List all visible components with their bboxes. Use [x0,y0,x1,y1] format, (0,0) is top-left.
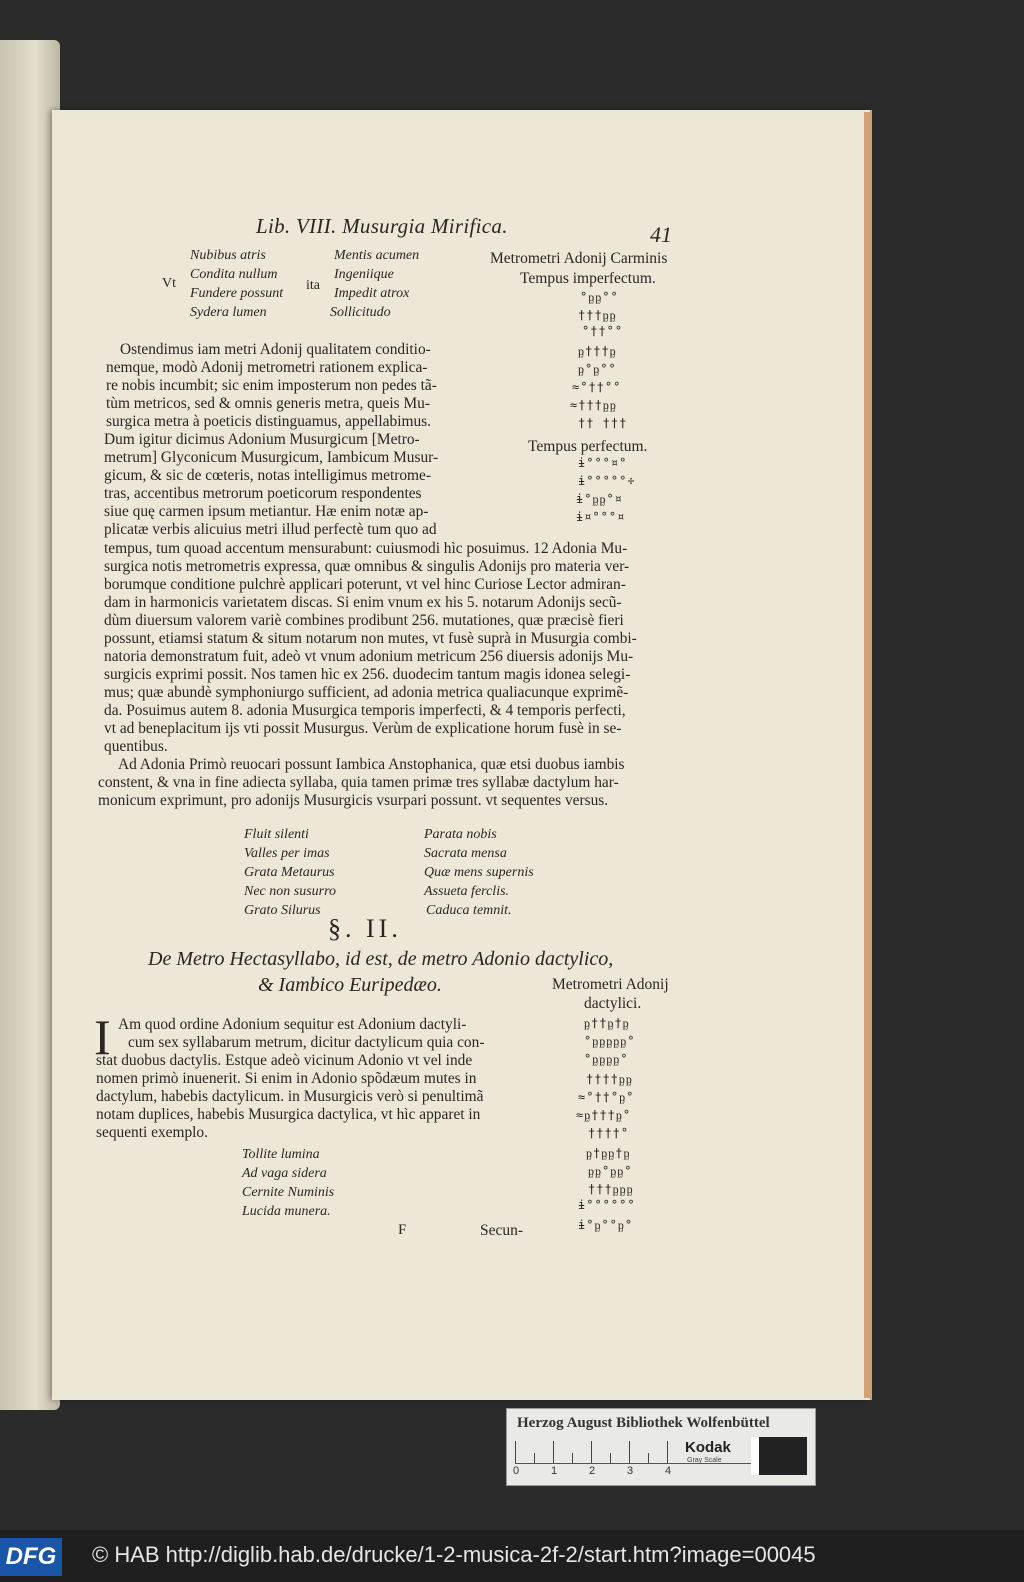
verse2-right-5: Caduca temnit. [426,903,512,918]
note2-row-4: ††††ᶈᶈ [586,1072,633,1086]
para3-line-3: stat duobus dactylis. Estque adeò vicinum Adonio vt vel inde [96,1052,473,1069]
note-row-1: °ᶈᶈ°° [580,290,619,304]
verse2-left-2: Valles per imas [244,846,330,861]
note2-row-8: ᶈ†ᶈᶈ†ᶈ [586,1146,631,1160]
library-label [506,1408,816,1486]
section-number: §. II. [328,914,402,943]
para3-line-4: nomen primò inuenerit. Si enim in Adonio spõdæum mutes in [96,1070,477,1087]
example-right-2: Ingeniique [334,267,394,282]
kodak-brand: Kodak [685,1439,731,1456]
note-row-7: ≈†††ᶈᶈ [570,398,617,412]
para1-line-1: Ostendimus iam metri Adonij qualitatem conditio- [120,341,431,358]
para3-line-6: notam duplices, habebis Musurgica dactylica, vt hìc apparet in [96,1106,481,1123]
note-row-3: °††°° [582,324,624,338]
drop-cap: I [94,1009,111,1065]
para1-line-7: metrum] Glyconicum Musurgicum, Iambicum Musur- [104,449,439,466]
verse3-line-3: Cernite Numinis [242,1185,335,1200]
verse2-right-4: Assueta ferclis. [424,884,510,899]
ruler-0: 0 [513,1465,520,1477]
para3-line-5: dactylum, habebis dactylicum. in Musurgicis verò si penultimã [96,1088,484,1105]
verse2-right-2: Sacrata mensa [424,846,507,861]
note-row-8: †† ††† [578,416,628,430]
para1-full-12: quentibus. [104,738,168,755]
verse3-line-1: Tollite lumina [242,1147,320,1162]
para2-line-1: Ad Adonia Primò reuocari possunt Iambica Anstophanica, quæ etsi duobus iambis [118,756,625,773]
verse2-right-3: Quæ mens supernis [424,865,534,880]
book-page [52,110,870,1400]
note2-row-9: ᶈᶈ°ᶈᶈ° [588,1164,633,1178]
gray-scale-swatch [751,1437,807,1475]
note-row-4: ᶈ†††ᶈ [578,344,617,358]
note2-row-1: ᶈ††ᶈ†ᶈ [584,1016,630,1030]
example-vt: Vt [162,276,176,291]
para1-line-2: nemque, modò Adonij metrometri rationem explica- [106,359,428,376]
para1-line-6: Dum igitur dicimus Adonium Musurgicum [Metro- [104,431,420,448]
para2-line-2: constent, & vna in fine adiecta syllaba, quia tamen primæ tres syllabæ dactylum har- [98,774,619,791]
verse2-left-3: Grata Metaurus [244,865,335,880]
note2-row-3: °ᶈᶈᶈᶈ° [584,1052,629,1066]
note2-row-10: †††ᶈᶈᶈ [588,1182,634,1196]
verse3-line-4: Lucida munera. [242,1204,331,1219]
para1-line-5: surgica metra à poeticis distinguamus, appellabimus. [106,413,431,430]
para3-line-2: cum sex syllabarum metrum, dicitur dactylicum quia con- [128,1034,485,1051]
metrometri2-subtitle: dactylici. [584,995,642,1012]
para1-full-3: borumque conditione pulchrè applicari poterunt, vt vel hinc Curiose Lector admiran- [104,576,626,593]
metrometri2-title: Metrometri Adonij [552,976,669,993]
dfg-logo: DFG [0,1538,62,1576]
para1-full-4: dam in harmonicis varietatem discas. Si enim vnum ex his 5. notarum Adonijs secũ- [104,594,622,611]
ruler-1: 1 [551,1465,558,1477]
section-title-line-1: De Metro Hectasyllabo, id est, de metro Adonio dactylico, [148,948,614,970]
note2-row-7: ††††° [588,1126,630,1140]
verse2-left-4: Nec non susurro [244,884,337,899]
catchword: Secun- [480,1222,524,1239]
para1-full-1: tempus, tum quoad accentum mensurabunt: cuiusmodi hìc posuimus. 12 Adonia Mu- [104,540,628,557]
para1-full-5: dùm diuersum valorem variè combines prodibunt 256. mutationes, quæ præcisè fieri [104,612,624,629]
note-row-6: ≈°††°° [572,380,622,394]
note-row-10: ɨ°°°°°÷ [578,474,636,488]
example-ita: ita [306,278,320,293]
tempus-perfectum-label: Tempus perfectum. [528,438,648,455]
para3-line-1: Am quod ordine Adonium sequitur est Adonium dactyli- [118,1016,467,1033]
note2-row-12: ɨ°ᶈ°°ᶈ° [578,1218,634,1232]
signature-letter: F [398,1222,407,1238]
footer-bar [0,1530,1024,1582]
verse3-line-2: Ad vaga sidera [242,1166,327,1181]
para1-full-2: surgica notis metrometris expressa, quæ omnibus & singulis Adonijs pro materia ver- [104,558,630,575]
section-title-line-2: & Iambico Euripedæo. [258,974,442,996]
verse2-left-5: Grato Silurus [244,903,321,918]
page-edge [864,112,870,1398]
verse2-right-1: Parata nobis [424,827,497,842]
para3-line-7: sequenti exemplo. [96,1124,208,1141]
para1-full-9: mus; quæ abundè symphoniurgo sufficient, ad adonia metrica qualiacunque exprimẽ- [104,684,629,701]
example-right-4: Sollicitudo [330,305,391,320]
footer-source-link[interactable]: © HAB http://diglib.hab.de/drucke/1-2-musica-2f-2/start.htm?image=00045 [92,1542,816,1567]
para1-full-7: natoria demonstratum fuit, adeò vt vnum adonium metricum 256 diuersis adonijs Mu- [104,648,634,665]
note2-row-2: °ᶈᶈᶈᶈᶈ° [584,1034,636,1048]
example-left-2: Condita nullum [190,267,278,282]
para1-full-6: possunt, etiamsi statum & situm notarum non mutes, vt fusè suprà in Musurgia combi- [104,630,637,647]
note-row-12: ɨ¤°°°¤ [576,510,626,524]
example-left-4: Sydera lumen [190,305,267,320]
note-row-9: ɨ°°°¤° [578,456,628,470]
metrometri-title: Metrometri Adonij Carminis [490,250,668,267]
ruler-2: 2 [589,1465,596,1477]
note2-row-5: ≈°††°ᶈ° [578,1090,635,1104]
para1-full-8: surgicis exprimi possit. Nos tamen hìc ex 256. duodecim tantum magis idonea selegi- [104,666,631,683]
verse2-left-1: Fluit silenti [244,827,309,842]
page-number: 41 [650,222,672,247]
note-row-2: †††ᶈᶈ [578,308,617,322]
para1-line-11: plicatæ verbis alicuius metri illud perfectè tum quo ad [104,521,437,538]
tempus-imperfectum-label: Tempus imperfectum. [520,270,656,287]
library-name: Herzog August Bibliothek Wolfenbüttel [517,1415,770,1431]
para1-line-8: gicum, & sic de cœteris, notas intelligimus metrome- [104,467,431,484]
para2-line-3: monicum exprimunt, pro adonijs Musurgicis vsurpari possunt. vt sequentes versus. [98,792,609,809]
example-left-1: Nubibus atris [190,248,266,263]
note2-row-6: ≈ᶈ†††ᶈ° [576,1108,632,1122]
para1-full-10: da. Posuimus autem 8. adonia Musurgica temporis imperfecti, & 4 temporis perfecti, [104,702,626,719]
para1-line-4: tùm metricos, sed & omnis generis metra, queis Mu- [106,395,430,412]
ruler-4: 4 [665,1465,672,1477]
example-right-3: Impedit atrox [334,286,410,301]
para1-line-10: siue quę carmen ipsum metiantur. Hæ enim notæ ap- [104,503,429,520]
previous-page-edge [0,40,60,1410]
para1-line-9: tras, accentibus metrorum poeticorum respondentes [104,485,422,502]
note2-row-11: ɨ°°°°°° [578,1198,636,1212]
note-row-5: ᶈ°ᶈ°° [578,362,617,376]
para1-full-11: vt ad beneplacitum ijs vti possit Musurgus. Verùm de explicatione horum fusè in se- [104,720,622,737]
running-title: Lib. VIII. Musurgia Mirifica. [256,214,508,238]
example-right-1: Mentis acumen [334,248,420,263]
para1-line-3: re nobis incumbit; sic enim imposterum non pedes tã- [106,377,437,394]
note-row-11: ɨ°ᶈᶈ°¤ [576,492,623,506]
example-left-3: Fundere possunt [190,286,284,301]
ruler-3: 3 [627,1465,634,1477]
kodak-gray-scale: Gray Scale [687,1457,722,1464]
